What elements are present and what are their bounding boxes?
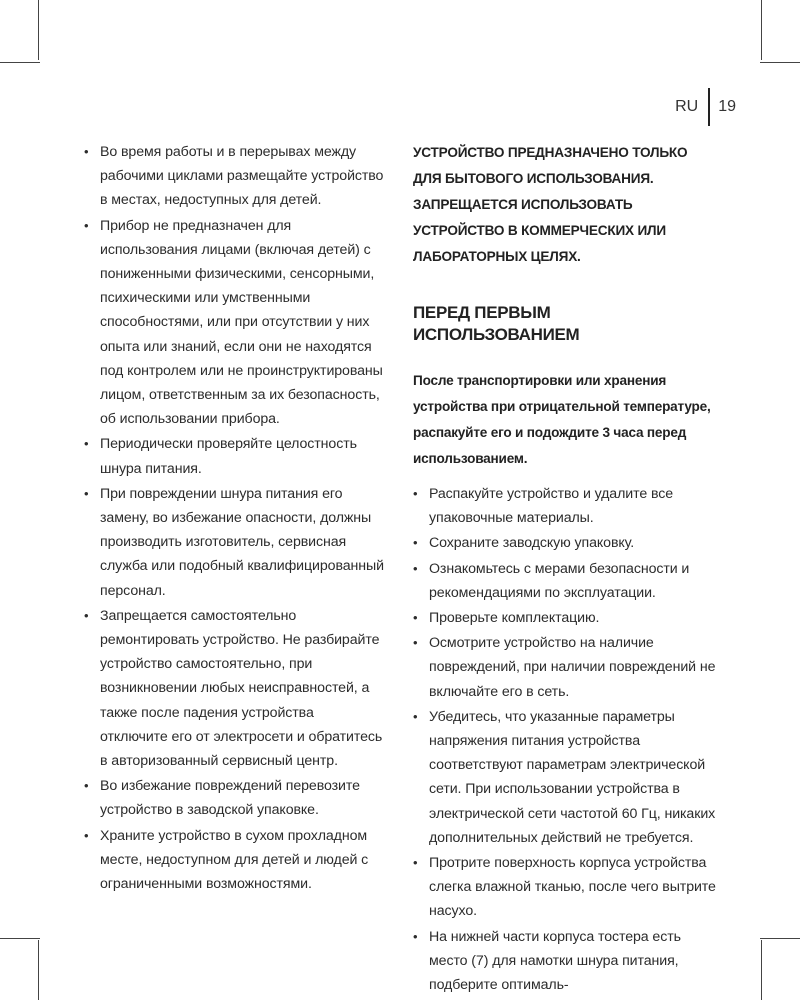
list-item: • Сохраните заводскую упаковку. [413, 531, 718, 555]
list-item: • При повреждении шнура питания его замену, во избежание опасности, должны производить изготовитель, сервисная служба или подобный квалифицированный персонал. [84, 482, 384, 603]
list-item: • Осмотрите устройство на наличие повреждений, при наличии повреждений не включайте его в сеть. [413, 631, 718, 704]
crop-mark-left-bottom [0, 938, 40, 939]
crop-mark-top-right [761, 0, 762, 60]
crop-mark-left-top [0, 62, 40, 63]
list-item: • На нижней части корпуса тостера есть место (7) для намотки шнура питания, подберите оптималь- [413, 925, 718, 998]
crop-mark-right-top [760, 62, 800, 63]
page-header [675, 88, 736, 126]
section-title: ПЕРЕД ПЕРВЫМ ИСПОЛЬЗОВАНИЕМ [413, 303, 580, 344]
list-item: • Храните устройство в сухом прохладном месте, недоступном для детей и людей с ограниченными возможностями. [84, 824, 384, 897]
list-item: • Периодически проверяйте целостность шнура питания. [84, 432, 384, 480]
left-column [84, 140, 384, 897]
list-item: • Ознакомьтесь с мерами безопасности и рекомендациями по эксплуатации. [413, 557, 718, 605]
page-number: 19 [718, 98, 736, 115]
list-item: • Убедитесь, что указанные параметры напряжения питания устройства соответствуют параметрам электрической сети. При использовании устройства в электрической сети частотой 60 Гц, никаких дополнительных действий не требуется. [413, 705, 718, 850]
crop-mark-bottom-left [38, 940, 39, 1000]
list-item: • Во избежание повреждений перевозите устройство в заводской упаковке. [84, 774, 384, 822]
list-item: • Запрещается самостоятельно ремонтировать устройство. Не разбирайте устройство самостоятельно, при возникновении любых неисправностей, а также после падения устройства отключите его от электросети и обратитесь в авторизованный сервисный центр. [84, 604, 384, 773]
list-item: • Распакуйте устройство и удалите все упаковочные материалы. [413, 482, 718, 530]
list-item: • Протрите поверхность корпуса устройства слегка влажной тканью, после чего вытрите насухо. [413, 851, 718, 924]
section-intro: После транспортировки или хранения устройства при отрицательной температуре, распакуйте его и подождите 3 часа перед использованием. [413, 373, 711, 466]
safety-list [84, 140, 384, 896]
crop-mark-top-left [38, 0, 39, 60]
right-column [413, 140, 718, 998]
crop-mark-right-bottom [760, 938, 800, 939]
usage-warning: УСТРОЙСТВО ПРЕДНАЗНАЧЕНО ТОЛЬКО ДЛЯ БЫТОВОГО ИСПОЛЬЗОВАНИЯ. ЗАПРЕЩАЕТСЯ ИСПОЛЬЗОВАТЬ УСТРОЙСТВО В КОММЕРЧЕСКИХ ИЛИ ЛАБОРАТОРНЫХ ЦЕЛЯХ. [413, 145, 688, 264]
list-item: • Прибор не предназначен для использования лицами (включая детей) с пониженными физическими, сенсорными, психическими или умственными способностями, или при отсутствии у них опыта или знаний, если они не находятся под контролем или не проинструктированы лицом, ответственным за их безопасность, об использовании прибора. [84, 214, 384, 432]
language-code: RU [675, 98, 699, 115]
first-use-list [413, 482, 718, 997]
list-item: • Во время работы и в перерывах между рабочими циклами размещайте устройство в местах, недоступных для детей. [84, 140, 384, 213]
crop-mark-bottom-right [761, 940, 762, 1000]
list-item: • Проверьте комплектацию. [413, 606, 718, 630]
